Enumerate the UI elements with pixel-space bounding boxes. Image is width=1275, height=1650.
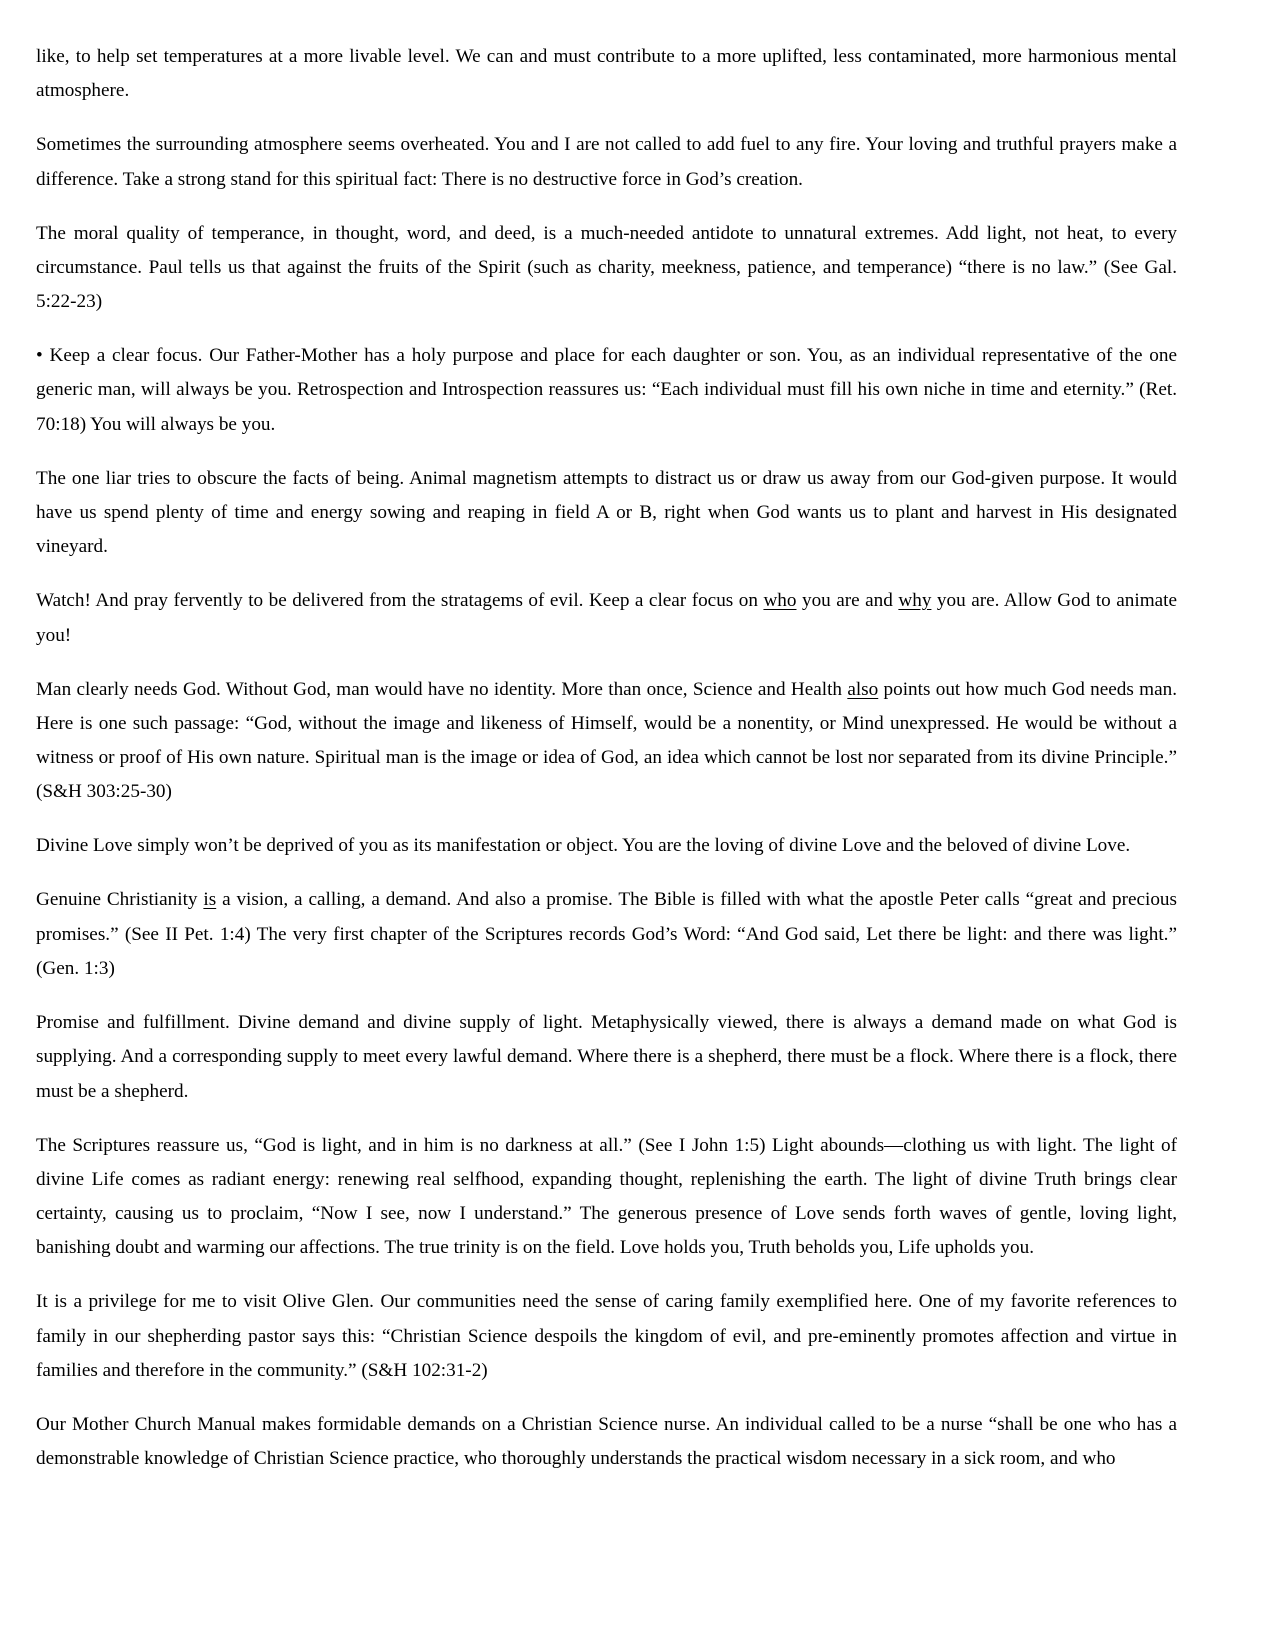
underlined-word-is: is [203, 889, 217, 911]
paragraph-text: The Scriptures reassure us, “God is light, and in him is no darkness at all.” (See I John 1:5) Light abounds—clothing us with light. The light of divine Life comes as radiant energy: renewing real selfhood, expanding thought, replenishing the earth. The light of divine Truth brings clear certainty, causing us to proclaim, “Now I see, now I understand.” The generous presence of Love sends forth waves of gentle, loving light, banishing doubt and warming our affections. The true trinity is on the field. Love holds you, Truth beholds you, Life upholds you. [36, 1134, 1177, 1259]
paragraph-text-segment: Genuine Christianity [36, 889, 204, 911]
underlined-word-why: why [898, 590, 932, 612]
paragraph-9 [36, 883, 1177, 986]
paragraph-2 [36, 128, 1177, 197]
paragraph-text: The one liar tries to obscure the facts of being. Animal magnetism attempts to distract us or draw us away from our God-given purpose. It would have us spend plenty of time and energy sowing and reaping in field A or B, right when God wants us to plant and harvest in His designated vineyard. [36, 467, 1177, 558]
paragraph-text: The moral quality of temperance, in thought, word, and deed, is a much-needed antidote to unnatural extremes. Add light, not heat, to every circumstance. Paul tells us that against the fruits of the Spirit (such as charity, meekness, patience, and temperance) “there is no law.” (See Gal. 5:22-23) [36, 222, 1177, 313]
paragraph-8 [36, 829, 1177, 863]
paragraph-text-segment: Man clearly needs God. Without God, man would have no identity. More than once, Science and Health [36, 678, 848, 700]
paragraph-text: Promise and fulfillment. Divine demand and divine supply of light. Metaphysically viewed, there is always a demand made on what God is supplying. And a corresponding supply to meet every lawful demand. Where there is a shepherd, there must be a flock. Where there is a flock, there must be a shepherd. [36, 1012, 1177, 1102]
paragraph-1 [36, 40, 1177, 109]
paragraph-6 [36, 584, 1177, 653]
paragraph-text: Our Mother Church Manual makes formidable demands on a Christian Science nurse. An individual called to be a nurse “shall be one who has a demonstrable knowledge of Christian Science practice, who thoroughly understands the practical wisdom necessary in a sick room, and who [36, 1414, 1177, 1470]
paragraph-13 [36, 1408, 1177, 1477]
paragraph-text-segment: you are. Allow God to animate you! [36, 590, 1177, 646]
paragraph-text-segment: you are and [796, 590, 899, 612]
paragraph-10 [36, 1006, 1177, 1109]
underlined-word-who: who [763, 590, 797, 612]
paragraph-11 [36, 1129, 1177, 1266]
paragraph-5 [36, 462, 1177, 565]
paragraph-text: Sometimes the surrounding atmosphere seems overheated. You and I are not called to add fuel to any fire. Your loving and truthful prayers make a difference. Take a strong stand for this spiritual fact: There is no destructive force in God’s creation. [36, 134, 1177, 190]
paragraph-text: like, to help set temperatures at a more livable level. We can and must contribute to a more uplifted, less contaminated, more harmonious mental atmosphere. [36, 46, 1177, 102]
paragraph-7 [36, 673, 1177, 810]
paragraph-text: • Keep a clear focus. Our Father-Mother has a holy purpose and place for each daughter or son. You, as an individual representative of the one generic man, will always be you. Retrospection and Introspection reassures us: “Each individual must fill his own niche in time and eternity.” (Ret. 70:18) You will always be you. [36, 345, 1177, 435]
paragraph-text: Divine Love simply won’t be deprived of you as its manifestation or object. You are the loving of divine Love and the beloved of divine Love. [36, 835, 1131, 857]
paragraph-12 [36, 1285, 1177, 1388]
paragraph-4-bullet-clear-focus [36, 339, 1177, 442]
paragraph-3 [36, 217, 1177, 320]
document-page [36, 40, 1177, 1496]
paragraph-text-segment: points out how much God needs man. Here is one such passage: “God, without the image and likeness of Himself, would be a nonentity, or Mind unexpressed. He would be without a witness or proof of His own nature. Spiritual man is the image or idea of God, an idea which cannot be lost nor separated from its divine Principle.” (S&H 303:25-30) [36, 678, 1177, 803]
paragraph-text-segment: a vision, a calling, a demand. And also a promise. The Bible is filled with what the apostle Peter calls “great and precious promises.” (See II Pet. 1:4) The very first chapter of the Scriptures records God’s Word: “And God said, Let there be light: and there was light.” (Gen. 1:3) [36, 889, 1177, 980]
paragraph-text: It is a privilege for me to visit Olive Glen. Our communities need the sense of caring family exemplified here. One of my favorite references to family in our shepherding pastor says this: “Christian Science despoils the kingdom of evil, and pre-eminently promotes affection and virtue in families and therefore in the community.” (S&H 102:31-2) [36, 1291, 1177, 1382]
underlined-word-also: also [847, 678, 879, 700]
paragraph-text-segment: Watch! And pray fervently to be delivered from the stratagems of evil. Keep a clear focus on [36, 590, 764, 612]
